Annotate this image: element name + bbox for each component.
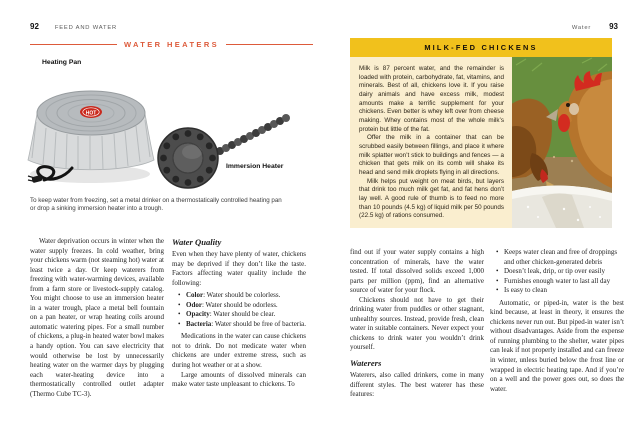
right-page-number: 93 (609, 22, 618, 31)
paragraph: Water deprivation occurs in winter when the water supply freezes. In cold weather, bring your chickens warm (not steaming hot) water at least twice a day. Or keep waterers from freezing with water-warming devices, available from a farm store or livestock-supply catalog. You might choose to use an immersion heater in a water trough, place a metal bell fountain on a pan heater, or wrap heating coils around automatic watering pipes. For a small number of chickens, a plug-in heated water bowl makes a handy option. You can save electricity that would otherwise be lost by unnecessarily heating water on the warmer days by plugging each water-heating device into a thermostatically controlled outlet adapter (Thermo Cube TC-3). (30, 237, 164, 398)
right-column-1 (350, 248, 484, 400)
list-item (495, 277, 624, 287)
sidebar-textbox (350, 57, 512, 228)
waterer-features-list (495, 248, 624, 296)
list-item (495, 248, 624, 267)
list-item (177, 320, 306, 330)
list-term: Bacteria (186, 319, 212, 328)
heading-rule-right (226, 44, 313, 45)
heating-pan-image (24, 70, 162, 190)
sidebar-paragraph: Milk helps put weight on meat birds, but layers that drink too much milk get fat, and fat hens don’t lay well. A good rule of thumb is to feed no more than 10 pounds (4.5 kg) of liquid milk per 50 pounds (22.5 kg) of rations consumed. (359, 177, 504, 220)
list-item (177, 310, 306, 320)
list-item (177, 291, 306, 301)
sidebar-paragraph: Offer the milk in a container that can be scrubbed easily between fillings, and place it where milk splatter won’t stick to buildings and fences — a chicken that gets milk on its comb will shake its head and send milk droplets flying in all directions. (359, 134, 504, 176)
heading-rule-left (30, 44, 117, 45)
left-column-1 (30, 237, 164, 399)
paragraph: Chickens should not have to get their drinking water from puddles or other stagnant, unhealthy sources. Instead, provide fresh, clean water in suitable containers. Never expect your chickens to drink water you wouldn’t drink yourself. (350, 295, 484, 352)
section-heading-row (30, 40, 313, 49)
list-term: Opacity (186, 310, 210, 319)
paragraph: Medications in the water can cause chickens not to drink. Do not medicate water when chickens are under extreme stress, such as during hot weather or at a show. (172, 332, 306, 370)
hot-sticker-text: HOT (85, 110, 97, 117)
sidebar-title: MILK-FED CHICKENS (424, 43, 538, 52)
paragraph: find out if your water supply contains a high concentration of minerals, have the water tested. If total dissolved solids exceed 1,000 parts per million (ppm), find an alternative source of water for your flock. (350, 248, 484, 295)
left-column-2 (172, 237, 306, 390)
list-item (495, 267, 624, 277)
sidebar-title-bar (350, 38, 612, 57)
water-quality-heading: Water Quality (172, 237, 222, 247)
right-running-head: Water (571, 25, 592, 31)
list-text: Keeps water clean and free of droppings and other chicken-generated debris (504, 248, 618, 266)
right-page-header (500, 16, 618, 34)
list-term: Color (186, 291, 204, 300)
list-text: Is easy to clean (504, 286, 547, 295)
milk-fed-chickens-sidebar (350, 38, 612, 228)
paragraph: Large amounts of dissolved minerals can make water taste unpleasant to chickens. To (172, 370, 306, 389)
list-text: Doesn’t leak, drip, or tip over easily (504, 267, 605, 276)
list-item (495, 286, 624, 296)
figure-caption: To keep water from freezing, set a metal drinker on a thermostatically controlled heating pan or drop a sinking immersion heater into a trough. (30, 197, 282, 212)
heating-pan-label: Heating Pan (42, 59, 82, 66)
sidebar-paragraph: Milk is 87 percent water, and the remainder is loaded with protein, carbohydrate, fat, vitamins, and minerals. Best of all, chickens love it. If you raise dairy animals and have excess milk, modest amounts make a terrific supplement for your chickens. Even better is whey left over from cheese making. Whey contains most of the whole milk’s protein but little of the fat. (359, 65, 504, 133)
waterers-heading: Waterers (350, 358, 382, 369)
left-running-head: FEED AND WATER (54, 25, 117, 31)
list-text: Furnishes enough water to last all day (504, 276, 611, 285)
water-quality-list (177, 291, 306, 329)
list-text: : Water should be colorless. (203, 291, 281, 300)
chickens-photo (512, 57, 612, 228)
list-item (177, 301, 306, 311)
list-text: : Water should be clear. (209, 310, 276, 319)
paragraph: Automatic, or piped-in, water is the best kind because, at least in theory, it ensures the chickens never run out. But piped-in water isn’t without disadvantages. Aside from the expense of running plumbing to the shelter, water pipes can leak if not properly installed and can freeze in winter, unless buried below the frost line or wrapped in electric heating tape. And if you’re on a well and the power goes out, so does the water. (490, 298, 624, 393)
immersion-heater-image (148, 106, 293, 194)
list-text: : Water should be odorless. (201, 300, 278, 309)
section-heading: WATER HEATERS (123, 40, 220, 49)
sidebar-body (350, 57, 612, 228)
paragraph: Waterers, also called drinkers, come in many different styles. The best waterer has these features: (350, 371, 484, 399)
list-text: : Water should be free of bacteria. (211, 319, 307, 328)
left-page-number: 92 (30, 22, 39, 31)
list-term: Odor (186, 300, 202, 309)
right-column-2 (490, 248, 624, 394)
paragraph: Even when they have plenty of water, chickens may be deprived if they don’t like the taste. Factors affecting water quality include the following: (172, 250, 306, 287)
left-page-header (30, 16, 117, 34)
immersion-heater-label: Immersion Heater (226, 163, 284, 170)
